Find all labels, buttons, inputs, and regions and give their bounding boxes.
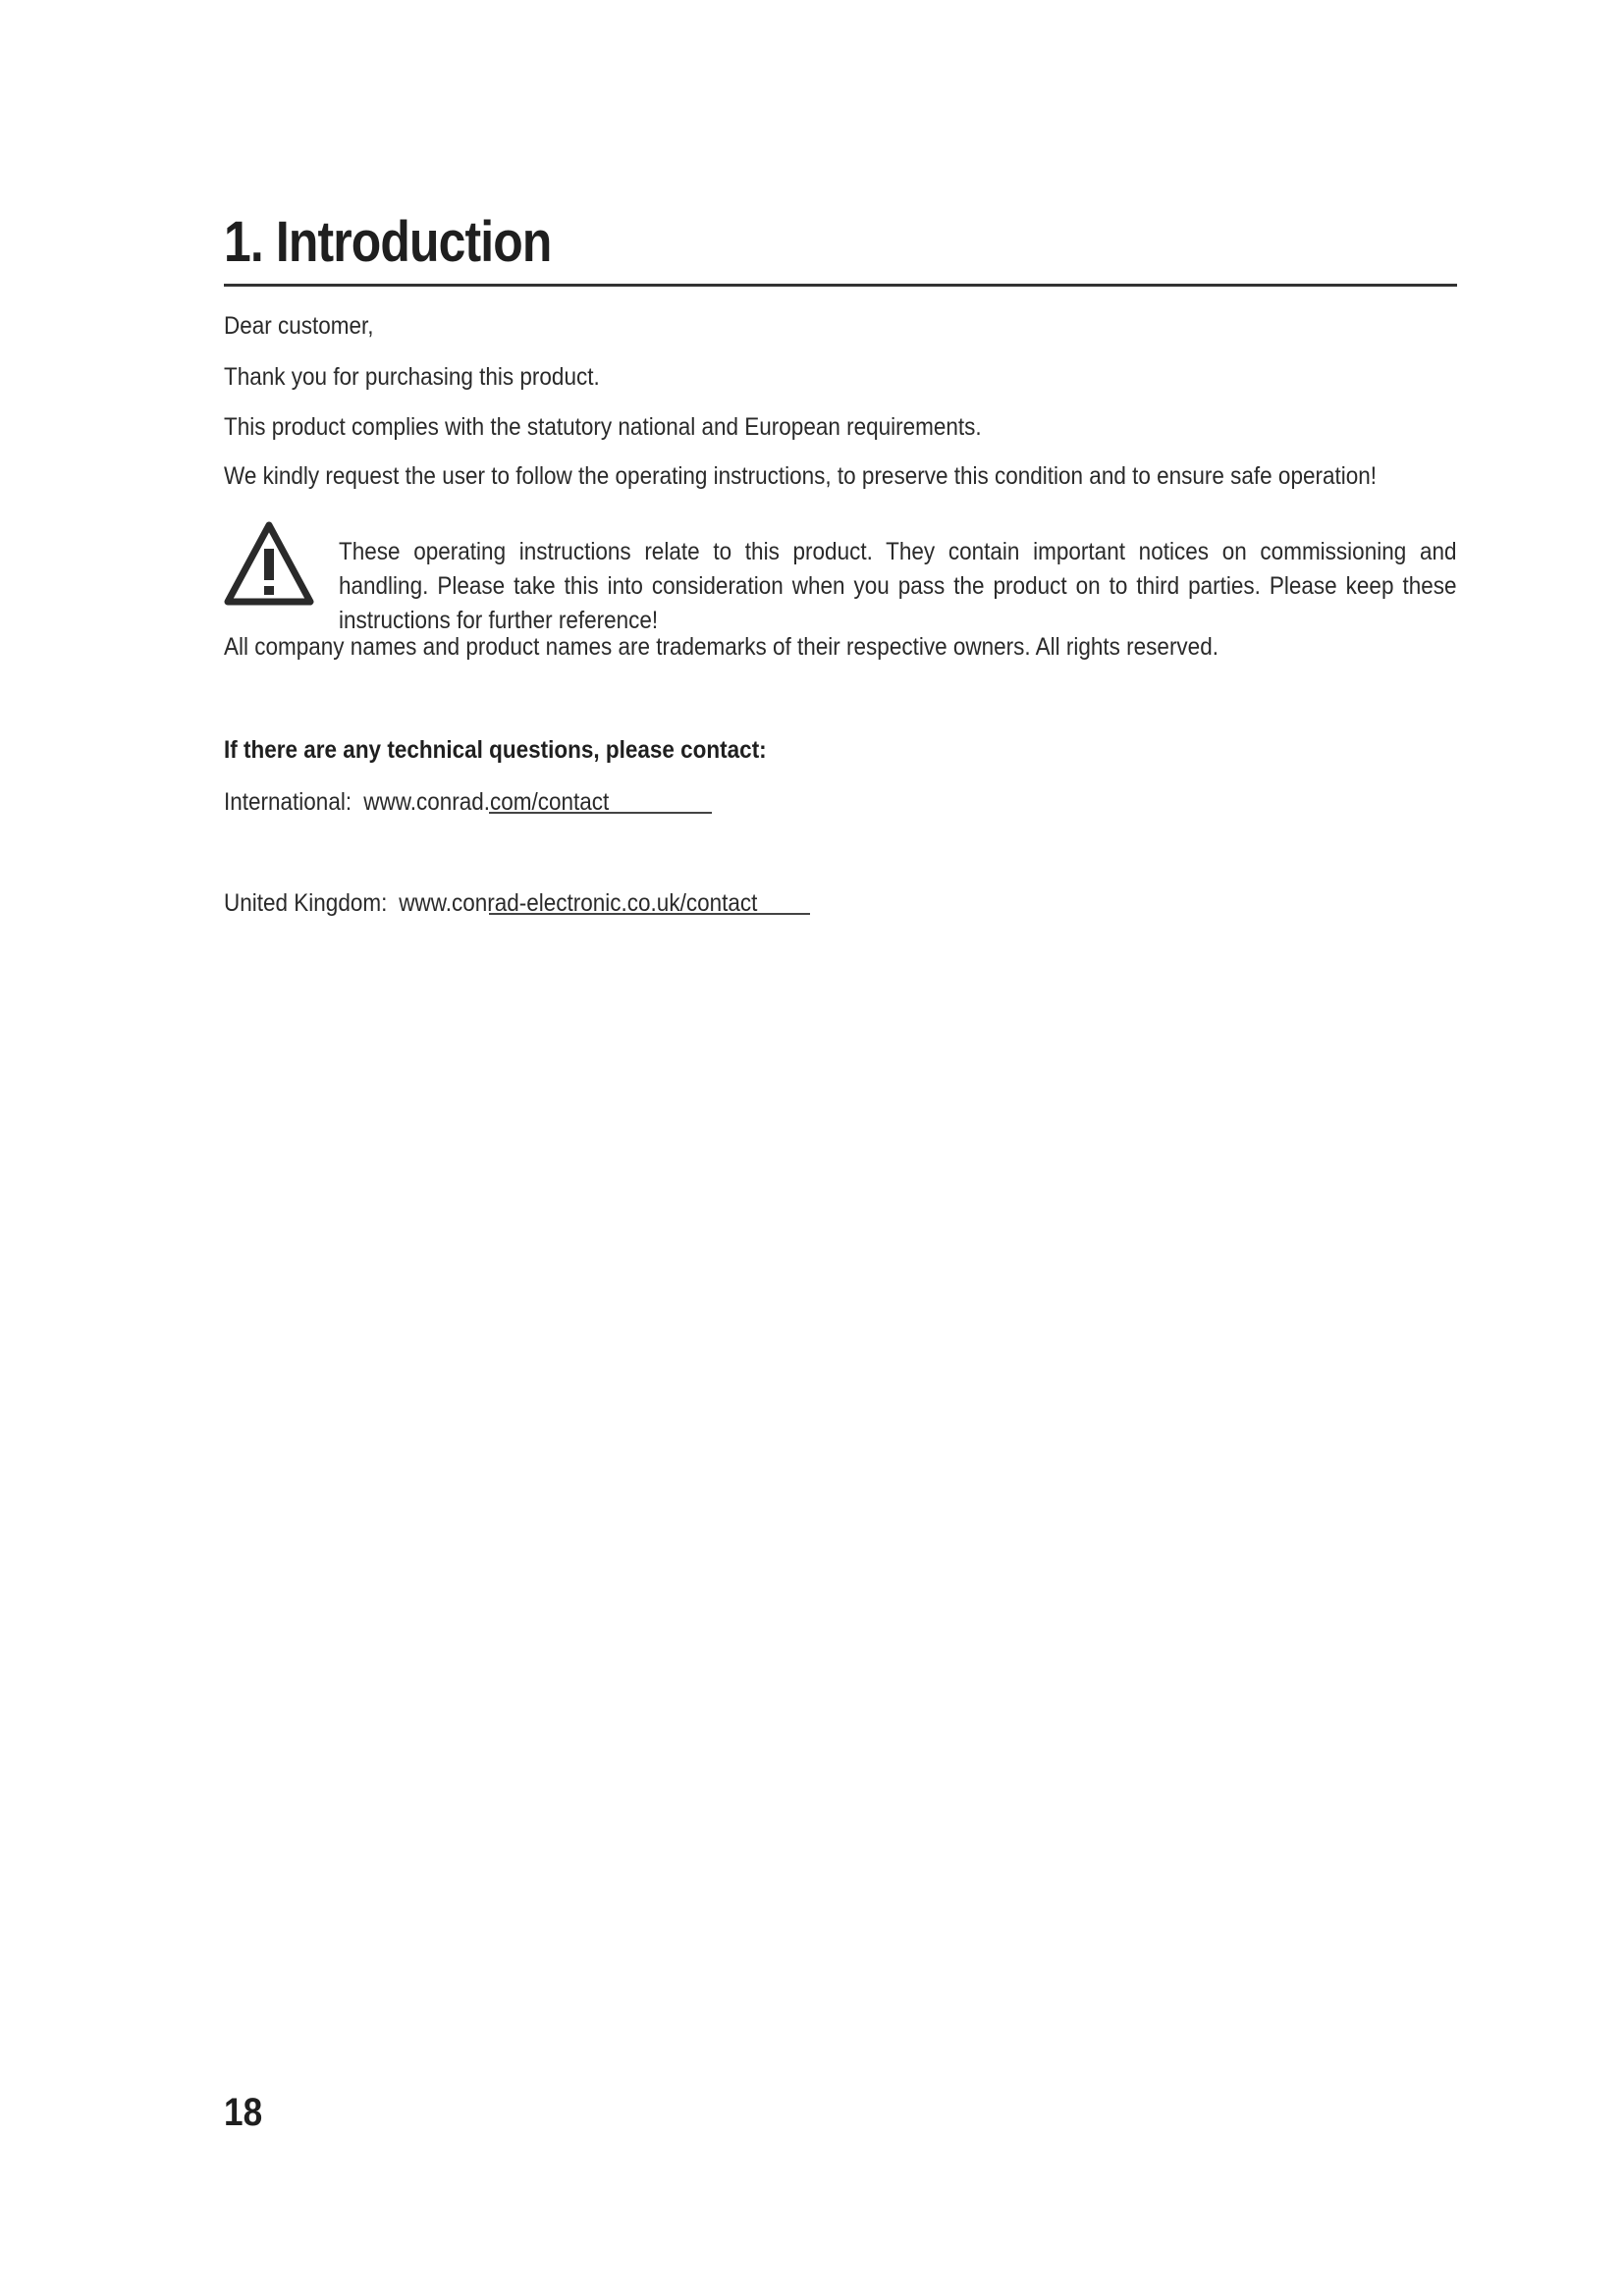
thanks-paragraph: Thank you for purchasing this product. [224, 363, 600, 391]
uk-contact-link[interactable]: www.conrad-electronic.co.uk/contact [399, 889, 758, 917]
international-contact-link[interactable]: www.conrad.com/contact [363, 788, 610, 816]
compliance-paragraph: This product complies with the statutory national and European requirements. [224, 413, 982, 441]
warning-notice [224, 506, 1457, 634]
international-link-underline [489, 812, 712, 814]
section-title: 1. Introduction [224, 210, 552, 274]
title-divider [224, 284, 1457, 287]
page-number: 18 [224, 2091, 263, 2134]
trademarks-paragraph: All company names and product names are trademarks of their respective owners. All rights reserved. [224, 633, 1218, 661]
international-label: International: [224, 788, 352, 816]
contact-heading: If there are any technical questions, please contact: [224, 736, 767, 764]
page-content [224, 210, 1457, 917]
request-paragraph: We kindly request the user to follow the operating instructions, to preserve this condition and to ensure safe operation! [224, 462, 1378, 490]
greeting-paragraph: Dear customer, [224, 312, 374, 340]
warning-triangle-icon [224, 519, 314, 608]
uk-link-underline [489, 913, 810, 915]
warning-text: These operating instructions relate to this product. They contain important notices on commissioning and handling. Please take this into consideration when you pass the product on to third parties. Please keep these instructions for further reference! [339, 538, 1457, 634]
uk-label: United Kingdom: [224, 889, 388, 917]
